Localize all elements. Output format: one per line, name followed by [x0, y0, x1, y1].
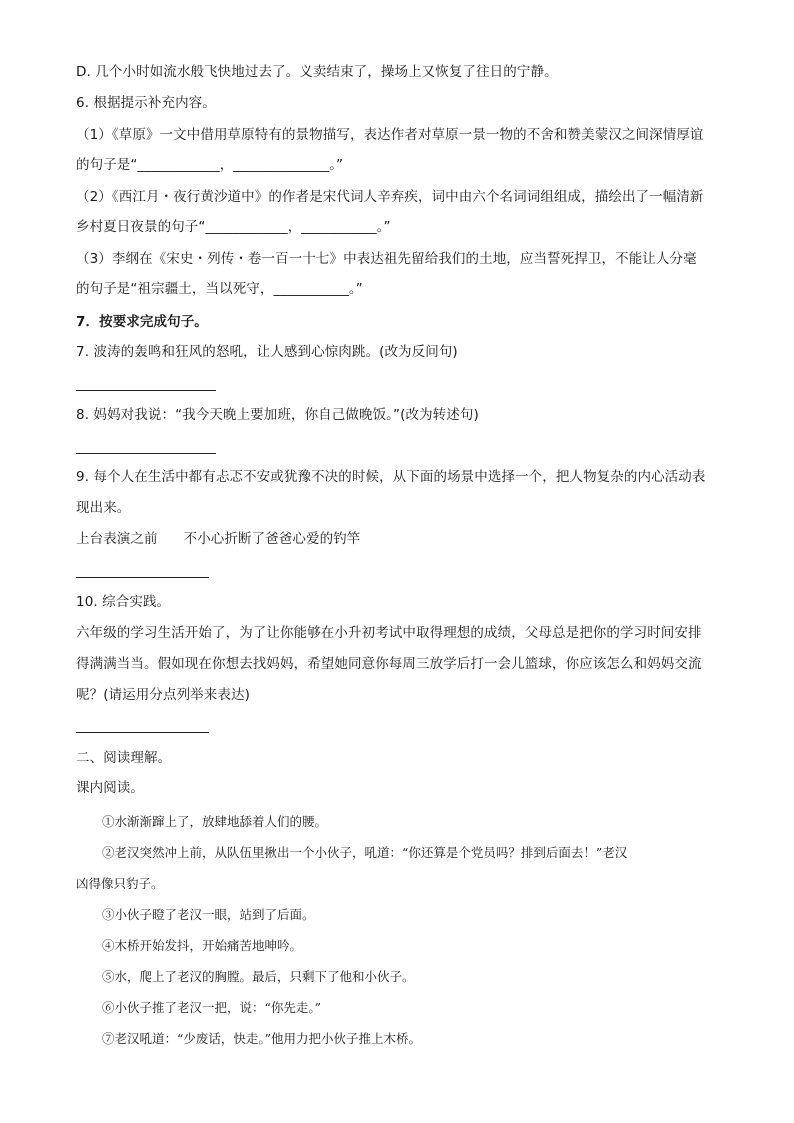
question-6-1-line-1: （1）《草原》一文中借用草原特有的景物描写，表达作者对草原一景一物的不舍和赞美蒙汉之间深情厚谊: [76, 127, 704, 143]
section-2-heading: 二、阅读理解。: [76, 750, 172, 766]
passage-paragraph-2-line-2: 凶得像只豹子。: [76, 876, 164, 891]
question-6-2-line-2: 乡村夏日夜景的句子“____________，___________。”: [76, 219, 391, 235]
scene-option-2: 不小心折断了爸爸心爱的钓竿: [183, 531, 361, 547]
passage-paragraph-3: ③小伙子瞪了老汉一眼，站到了后面。: [102, 907, 315, 922]
question-9-line-2: 现出来。: [76, 500, 131, 516]
question-10-line-3: 呢？(请运用分点列举来表达): [76, 687, 250, 703]
passage-paragraph-5: ⑤水，爬上了老汉的胸膛。最后，只剩下了他和小伙子。: [102, 969, 415, 984]
passage-paragraph-4: ④木桥开始发抖，开始痛苦地呻吟。: [102, 938, 303, 953]
question-6-3-line-1: （3）李纲在《宋史・列传・卷一百一十七》中表达祖先留给我们的土地，应当誓死捍卫，不能让人分毫: [76, 251, 697, 267]
section-7-heading: 7．按要求完成句子。: [76, 314, 208, 330]
question-6-3-line-2: 的句子是“祖宗疆土，当以死守，___________。”: [76, 281, 363, 297]
scene-option-1: 上台表演之前: [76, 531, 158, 547]
answer-line-10: [76, 732, 209, 733]
question-10-line-1: 六年级的学习生活开始了，为了让你能够在小升初考试中取得理想的成绩，父母总是把你的学习时间安排: [76, 625, 702, 641]
answer-line-9: [76, 577, 209, 578]
question-10-title: 10. 综合实践。: [76, 594, 171, 610]
in-class-reading-label: 课内阅读。: [76, 780, 144, 796]
question-6-2-line-1: （2）《西江月・夜行黄沙道中》的作者是宋代词人辛弃疾，词中由六个名词词组组成，描绘出了一幅清新: [76, 189, 704, 205]
answer-line-7: [76, 390, 216, 391]
passage-paragraph-7: ⑦老汉吼道：“少废话，快走。”他用力把小伙子推上木桥。: [102, 1031, 422, 1046]
question-6-1-line-2: 的句子是“____________，______________。”: [76, 157, 344, 173]
option-d: D. 几个小时如流水般飞快地过去了。义卖结束了，操场上又恢复了往日的宁静。: [76, 64, 558, 80]
question-9-line-1: 9. 每个人在生活中都有忐忑不安或犹豫不决的时候，从下面的场景中选择一个，把人物复杂的内心活动表: [76, 469, 706, 485]
passage-paragraph-6: ⑥小伙子推了老汉一把，说：“你先走。”: [102, 1000, 322, 1015]
question-7: 7. 波涛的轰鸣和狂风的怒吼，让人感到心惊肉跳。(改为反问句): [76, 344, 458, 360]
scene-options: [76, 529, 726, 549]
question-8: 8. 妈妈对我说：“我今天晚上要加班，你自己做晚饭。”(改为转述句): [76, 407, 479, 423]
passage-paragraph-2-line-1: ②老汉突然冲上前，从队伍里揪出一个小伙子，吼道：“你还算是个党员吗？排到后面去！”老汉: [102, 845, 628, 860]
passage-paragraph-1: ①水渐渐蹿上了，放肆地舔着人们的腰。: [102, 814, 328, 829]
question-10-line-2: 得满满当当。假如现在你想去找妈妈，希望她同意你每周三放学后打一会儿篮球，你应该怎么和妈妈交流: [76, 656, 702, 672]
answer-line-8: [76, 453, 216, 454]
question-6-title: 6. 根据提示补充内容。: [76, 95, 216, 111]
